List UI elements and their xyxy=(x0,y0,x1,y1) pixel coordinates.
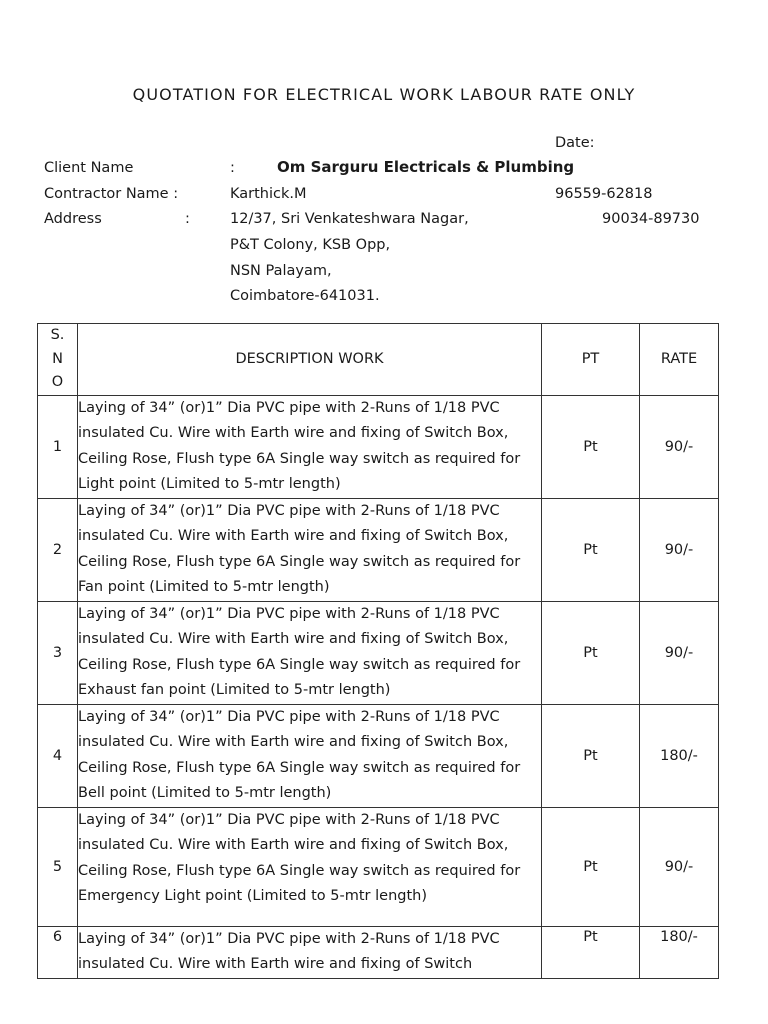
row-pt: Pt xyxy=(542,704,640,807)
header-rate: RATE xyxy=(640,324,719,396)
date-label: Date: xyxy=(555,135,595,151)
address-phone: 90034-89730 xyxy=(602,211,700,227)
row-pt: Pt xyxy=(542,807,640,926)
row-description: Laying of 34” (or)1” Dia PVC pipe with 2-Runs of 1/18 PVC insulated Cu. Wire with Earth wire and fixing of Switch Box, Ceiling Rose, Flush type 6A Single way switch as required for Fan point (Limited to 5-mtr length) xyxy=(78,498,542,601)
header-description: DESCRIPTION WORK xyxy=(78,324,542,396)
address-label: Address xyxy=(44,211,102,227)
address-separator: : xyxy=(185,211,190,227)
table-row xyxy=(38,704,719,807)
document-title: QUOTATION FOR ELECTRICAL WORK LABOUR RATE ONLY xyxy=(132,85,636,104)
row-pt: Pt xyxy=(542,601,640,704)
table-row xyxy=(38,395,719,498)
client-name-separator: : xyxy=(230,160,235,176)
row-rate: 180/- xyxy=(640,926,719,978)
row-description: Laying of 34” (or)1” Dia PVC pipe with 2-Runs of 1/18 PVC insulated Cu. Wire with Earth wire and fixing of Switch Box, Ceiling Rose, Flush type 6A Single way switch as required for Emergency Light point (Limited to 5-mtr length) xyxy=(78,807,542,926)
header-pt: PT xyxy=(542,324,640,396)
row-sno: 6 xyxy=(38,926,78,978)
row-sno: 5 xyxy=(38,807,78,926)
table-row xyxy=(38,807,719,926)
header-sno-line-3: O xyxy=(51,374,64,390)
client-name-label: Client Name xyxy=(44,160,134,176)
row-description: Laying of 34” (or)1” Dia PVC pipe with 2-Runs of 1/18 PVC insulated Cu. Wire with Earth wire and fixing of Switch xyxy=(78,926,542,978)
row-sno: 1 xyxy=(38,395,78,498)
address-line-3: NSN Palayam, xyxy=(230,263,332,279)
row-description: Laying of 34” (or)1” Dia PVC pipe with 2-Runs of 1/18 PVC insulated Cu. Wire with Earth wire and fixing of Switch Box, Ceiling Rose, Flush type 6A Single way switch as required for Light point (Limited to 5-mtr length) xyxy=(78,395,542,498)
row-rate: 90/- xyxy=(640,498,719,601)
row-pt: Pt xyxy=(542,498,640,601)
row-sno: 4 xyxy=(38,704,78,807)
row-sno: 3 xyxy=(38,601,78,704)
table-header-row xyxy=(38,324,719,396)
contractor-name-value: Karthick.M xyxy=(230,186,307,202)
header-sno-line-1: S. xyxy=(50,327,65,343)
row-rate: 90/- xyxy=(640,395,719,498)
contractor-name-label: Contractor Name : xyxy=(44,186,179,202)
contractor-phone: 96559-62818 xyxy=(555,186,653,202)
row-description: Laying of 34” (or)1” Dia PVC pipe with 2-Runs of 1/18 PVC insulated Cu. Wire with Earth wire and fixing of Switch Box, Ceiling Rose, Flush type 6A Single way switch as required for Bell point (Limited to 5-mtr length) xyxy=(78,704,542,807)
client-name-value: Om Sarguru Electricals & Plumbing xyxy=(277,158,575,176)
row-sno: 2 xyxy=(38,498,78,601)
row-rate: 180/- xyxy=(640,704,719,807)
row-description: Laying of 34” (or)1” Dia PVC pipe with 2-Runs of 1/18 PVC insulated Cu. Wire with Earth wire and fixing of Switch Box, Ceiling Rose, Flush type 6A Single way switch as required for Exhaust fan point (Limited to 5-mtr length) xyxy=(78,601,542,704)
header-sno xyxy=(38,324,78,396)
quotation-table xyxy=(37,323,719,979)
address-line-2: P&T Colony, KSB Opp, xyxy=(230,237,391,253)
table-row xyxy=(38,601,719,704)
table-row xyxy=(38,926,719,978)
row-rate: 90/- xyxy=(640,807,719,926)
header-sno-line-2: N xyxy=(52,350,63,367)
row-pt: Pt xyxy=(542,926,640,978)
table-row xyxy=(38,498,719,601)
row-pt: Pt xyxy=(542,395,640,498)
address-line-1: 12/37, Sri Venkateshwara Nagar, xyxy=(230,211,469,227)
address-line-4: Coimbatore-641031. xyxy=(230,288,380,304)
row-rate: 90/- xyxy=(640,601,719,704)
